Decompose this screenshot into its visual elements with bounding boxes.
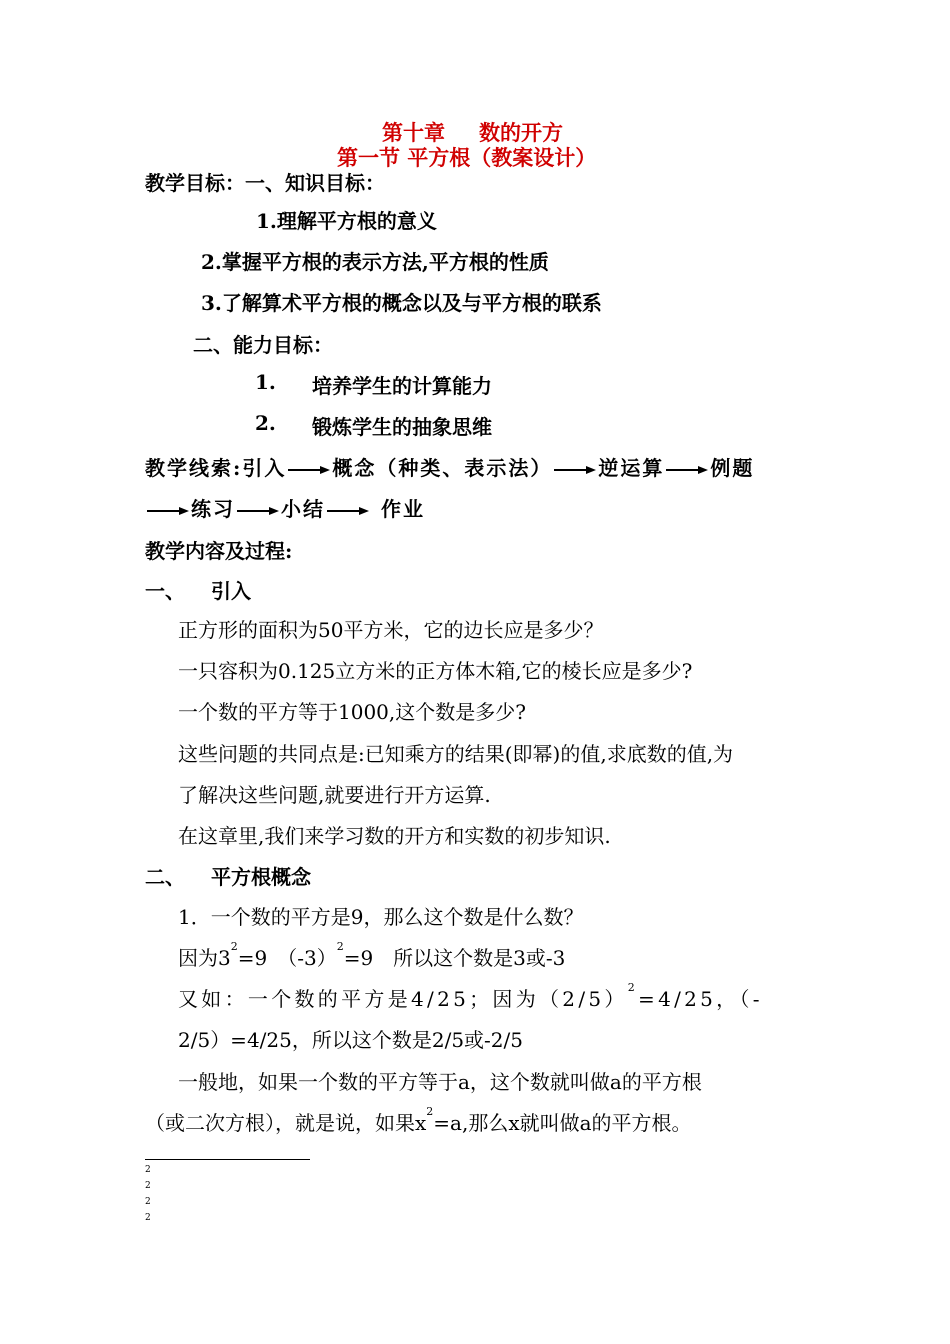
ability-objective-1 <box>255 370 492 398</box>
knowledge-objective-3: 3.了解算术平方根的概念以及与平方根的联系 <box>201 291 602 315</box>
clue-step-summary: 小结 <box>281 497 325 521</box>
clue-step-inverse: 逆运算 <box>598 456 665 480</box>
section-title: 第一节 平方根（教案设计） <box>337 145 597 170</box>
clue-label: 教学线索: <box>145 456 243 480</box>
knowledge-objective-1: 1.理解平方根的意义 <box>256 209 437 233</box>
ability-objective-2-text: 锻炼学生的抽象思维 <box>312 415 492 439</box>
footnote-2: 2 <box>145 1181 151 1191</box>
superscript: 2 <box>336 940 344 953</box>
knowledge-objective-2: 2.掌握平方根的表示方法,平方根的性质 <box>201 250 549 274</box>
example-text-a: 又如：一个数的平方是4/25；因为（2/5） <box>178 987 628 1011</box>
teaching-clue-line-1 <box>145 452 754 481</box>
arrow-right-icon <box>237 506 279 516</box>
intro-paragraph-5: 在这章里,我们来学习数的开方和实数的初步知识. <box>178 824 611 848</box>
because-text-c: =9 所以这个数是3或-3 <box>343 946 566 970</box>
example-line-1 <box>178 983 763 1012</box>
ability-heading: 二、能力目标： <box>193 333 333 357</box>
intro-paragraph-4: 这些问题的共同点是:已知乘方的结果(即幂)的值,求底数的值,为 <box>178 742 734 766</box>
arrow-right-icon <box>666 465 708 475</box>
superscript: 2 <box>627 981 639 994</box>
ability-objective-1-text: 培养学生的计算能力 <box>312 374 492 398</box>
footnote-separator <box>145 1159 310 1160</box>
general-text-b: =a,那么x就叫做a的平方根。 <box>433 1111 692 1135</box>
ability-objective-2 <box>255 411 492 439</box>
chapter-number: 第十章 <box>382 120 445 145</box>
section-2-heading <box>145 861 311 890</box>
section-1-heading <box>145 575 251 604</box>
section-1-title: 引入 <box>211 579 251 603</box>
question-1: 1．一个数的平方是9，那么这个数是什么数？ <box>178 905 584 929</box>
clue-step-practice: 练习 <box>191 497 235 521</box>
because-line <box>178 942 565 971</box>
general-definition-line-2 <box>145 1107 692 1136</box>
ability-objective-2-number: 2. <box>255 411 276 435</box>
objectives-heading: 教学目标：一、知识目标： <box>145 171 385 195</box>
section-2-number: 二、 <box>145 865 185 889</box>
clue-step-intro: 引入 <box>242 456 287 480</box>
clue-step-example: 例题 <box>710 456 755 480</box>
footnote-3: 2 <box>145 1197 151 1207</box>
clue-step-concept: 概念（种类、表示法） <box>332 456 553 480</box>
superscript: 2 <box>426 1105 434 1118</box>
footnote-1: 2 <box>145 1165 151 1175</box>
arrow-right-icon <box>327 506 369 516</box>
because-text-a: 因为3 <box>178 946 231 970</box>
section-2-title: 平方根概念 <box>211 865 311 889</box>
content-heading: 教学内容及过程: <box>145 539 293 563</box>
ability-objective-1-number: 1. <box>255 370 276 394</box>
general-text-a: （或二次方根），就是说，如果x <box>145 1111 427 1135</box>
clue-step-homework: 作业 <box>381 497 425 521</box>
arrow-right-icon <box>288 465 330 475</box>
superscript: 2 <box>230 940 238 953</box>
example-line-2: 2/5）=4/25，所以这个数是2/5或-2/5 <box>178 1028 523 1052</box>
chapter-name: 数的开方 <box>479 120 563 145</box>
teaching-clue-line-2 <box>145 493 425 522</box>
intro-paragraph-3: 一个数的平方等于1000,这个数是多少? <box>178 700 526 724</box>
arrow-right-icon <box>554 465 596 475</box>
intro-paragraph-1: 正方形的面积为50平方米，它的边长应是多少？ <box>178 618 604 642</box>
intro-paragraph-2: 一只容积为0.125立方米的正方体木箱,它的棱长应是多少? <box>178 659 693 683</box>
general-definition-line-1: 一般地，如果一个数的平方等于a，这个数就叫做a的平方根 <box>178 1070 702 1094</box>
example-text-b: =4/25，（- <box>638 987 763 1011</box>
intro-paragraph-4-cont: 了解决这些问题,就要进行开方运算. <box>178 783 491 807</box>
section-1-number: 一、 <box>145 579 185 603</box>
footnote-4: 2 <box>145 1213 151 1223</box>
arrow-right-icon <box>147 506 189 516</box>
because-text-b: =9 （-3） <box>237 946 337 970</box>
